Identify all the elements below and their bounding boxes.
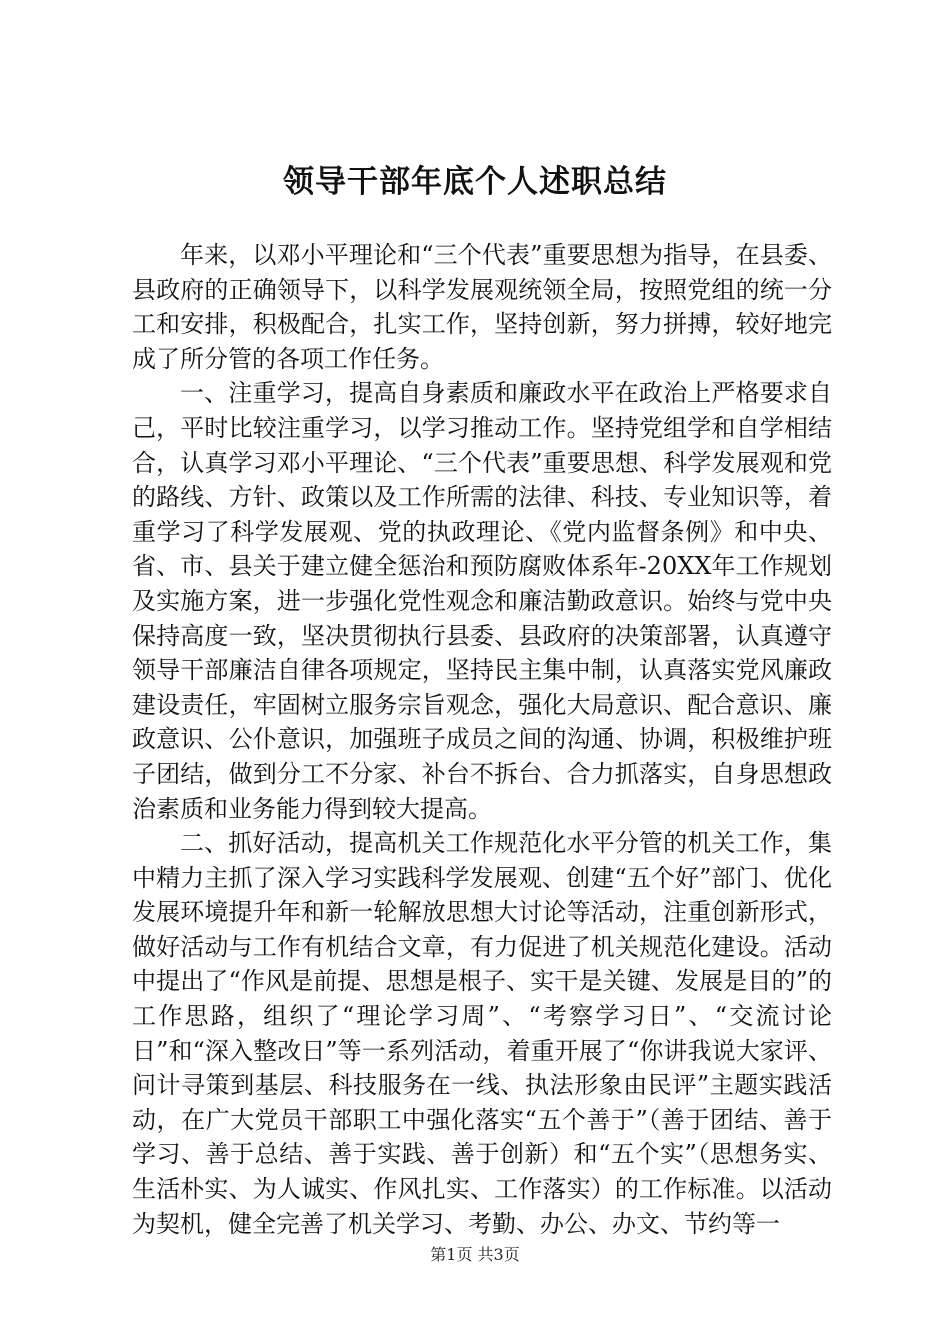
document-title: 领导干部年底个人述职总结	[283, 164, 667, 200]
paragraph-section-1: 一、注重学习，提高自身素质和廉政水平在政治上严格要求自己，平时比较注重学习，以学习推动工作。坚持党组学和自学相结合，认真学习邓小平理论、“三个代表”重要思想、科学发展观和党的路线、方针、政策以及工作所需的法律、科技、专业知识等，着重学习了科学发展观、党的执政理论、《党内监督条例》和中央、省、市、县关于建立健全惩治和预防腐败体系年-20XX年工作规划及实施方案，进一步强化党性观念和廉洁勤政意识。始终与党中央保持高度一致，坚决贯彻执行县委、县政府的决策部署，认真遵守领导干部廉洁自律各项规定，坚持民主集中制，认真落实党风廉政建设责任，牢固树立服务宗旨观念，强化大局意识、配合意识、廉政意识、公仆意识，加强班子成员之间的沟通、协调，积极维护班子团结，做到分工不分家、补台不拆台、合力抓落实，自身思想政治素质和业务能力得到较大提高。	[132, 379, 832, 823]
paragraph-intro: 年来，以邓小平理论和“三个代表”重要思想为指导，在县委、县政府的正确领导下，以科学发展观统领全局，按照党组的统一分工和安排，积极配合，扎实工作，坚持创新，努力拼搏，较好地完成了所分管的各项工作任务。	[132, 241, 832, 373]
document-body	[132, 238, 832, 1241]
page-number-footer: 第1页 共3页	[430, 1245, 520, 1264]
paragraph-section-2: 二、抓好活动，提高机关工作规范化水平分管的机关工作，集中精力主抓了深入学习实践科学发展观、创建“五个好”部门、优化发展环境提升年和新一轮解放思想大讨论等活动，注重创新形式，做好活动与工作有机结合文章，有力促进了机关规范化建设。活动中提出了“作风是前提、思想是根子、实干是关键、发展是目的”的工作思路，组织了“理论学习周”、“考察学习日”、“交流讨论日”和“深入整改日”等一系列活动，着重开展了“你讲我说大家评、问计寻策到基层、科技服务在一线、执法形象由民评”主题实践活动，在广大党员干部职工中强化落实“五个善于”（善于团结、善于学习、善于总结、善于实践、善于创新）和“五个实”（思想务实、生活朴实、为人诚实、作风扎实、工作落实）的工作标准。以活动为契机，健全完善了机关学习、考勤、办公、办文、节约等一	[132, 829, 832, 1238]
